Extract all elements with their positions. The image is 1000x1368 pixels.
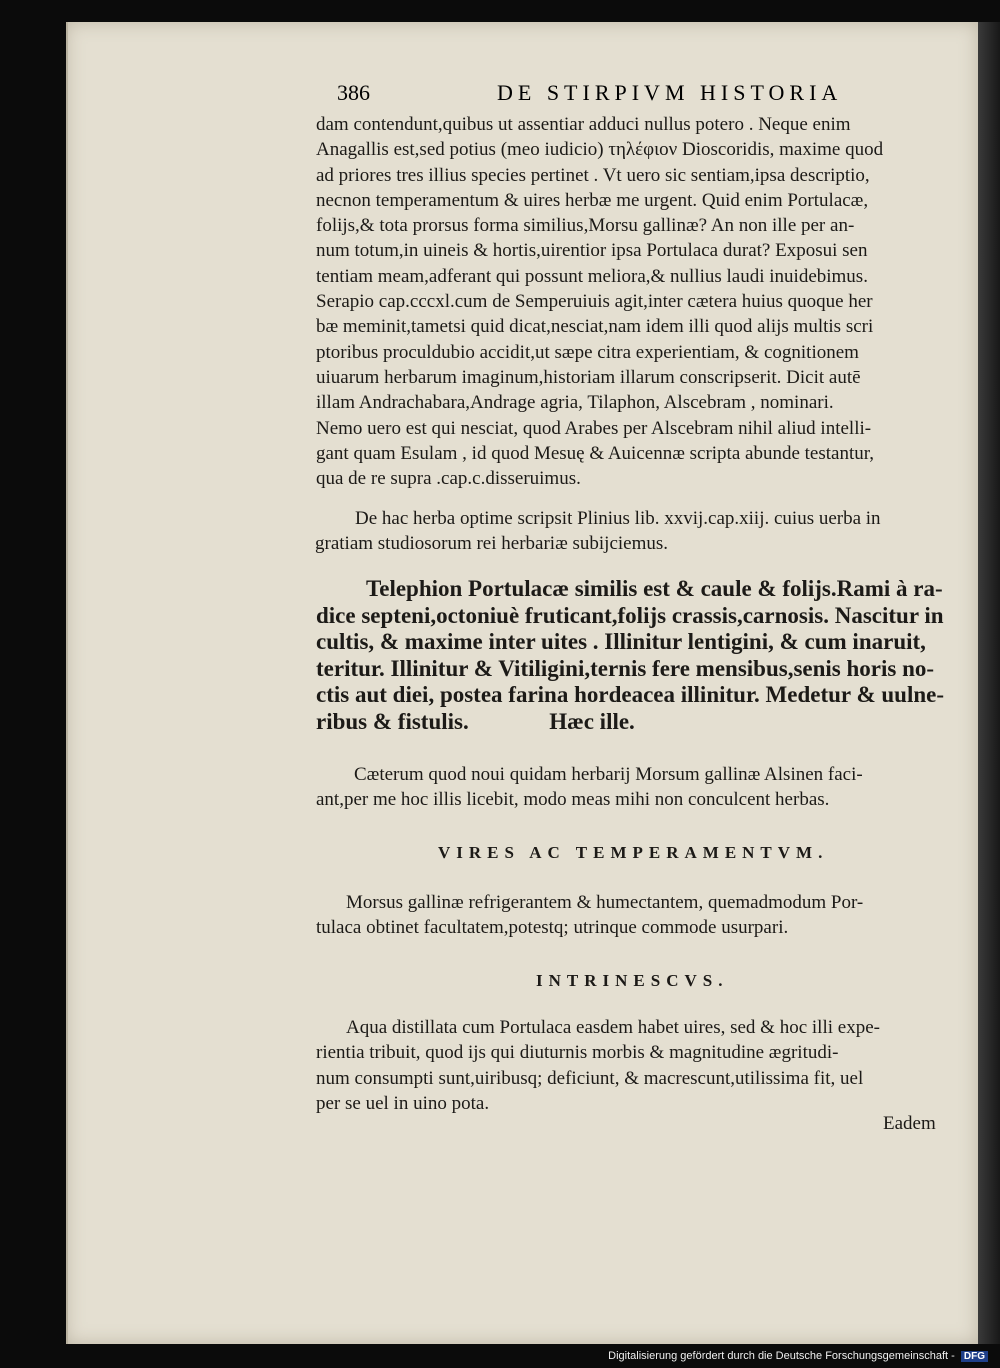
text-line: De hac herba optime scripsit Plinius lib. xxvij.cap.xiij. cuius uerba in	[355, 508, 881, 529]
text-line: bæ meminit,tametsi quid dicat,nesciat,nam idem illi quod alijs multis scri	[316, 316, 874, 338]
paragraph-3-quotation	[316, 576, 944, 735]
text-line: Morsus gallinæ refrigerantem & humectantem, quemadmodum Por-	[346, 892, 864, 913]
text-line: ant,per me hoc illis licebit, modo meas mihi non conculcent herbas.	[316, 789, 830, 811]
paragraph-2	[315, 506, 881, 557]
digitization-footer	[608, 1350, 988, 1362]
text-line: tulaca obtinet facultatem,potestq; utrinque commode usurpari.	[316, 917, 789, 939]
text-line: ad priores tres illius species pertinet . Vt uero sic sentiam,ipsa descriptio,	[316, 164, 870, 186]
text-line: necnon temperamentum & uires herbæ me urgent. Quid enim Portulacæ,	[316, 189, 869, 211]
text-line: per se uel in uino pota.	[316, 1092, 490, 1114]
text-line: Aqua distillata cum Portulaca easdem habet uires, sed & hoc illi expe-	[346, 1017, 880, 1038]
page-number: 386	[337, 80, 370, 105]
page-gutter	[66, 22, 68, 1344]
text-line: gant quam Esulam , id quod Mesuę & Auicennæ scripta abunde testantur,	[316, 442, 875, 464]
text-line: folijs,& tota prorsus forma similius,Morsu gallinæ? An non ille per an-	[316, 215, 855, 237]
text-line: Serapio cap.cccxl.cum de Semperuiuis agit,inter cætera huius quoque her	[316, 291, 873, 313]
text-line: teritur. Illinitur & Vitiligini,ternis fere mensibus,senis horis no-	[316, 655, 935, 681]
text-line: tentiam meam,adferant qui possunt meliora,& nullius laudi inuidebimus.	[316, 265, 868, 287]
text-line: Anagallis est,sed potius (meo iudicio) τηλέφιον Dioscoridis, maxime quod	[316, 139, 884, 161]
running-title: DE STIRPIVM HISTORIA	[497, 80, 843, 105]
paragraph-5	[316, 890, 863, 941]
paragraph-6	[316, 1015, 880, 1116]
text-line: rientia tribuit, quod ijs qui diuturnis morbis & magnitudine ægritudi-	[316, 1042, 839, 1064]
text-line: gratiam studiosorum rei herbariæ subijciemus.	[315, 533, 669, 555]
text-line: Telephion Portulacæ similis est & caule & folijs.Rami à ra-	[366, 576, 943, 601]
page-edge-shadow	[978, 22, 1000, 1344]
text-line: dam contendunt,quibus ut assentiar adduci nullus potero . Neque enim	[316, 114, 851, 135]
paragraph-1	[316, 112, 883, 491]
catchword: Eadem	[883, 1113, 936, 1134]
footer-text: Digitalisierung gefördert durch die Deutsche Forschungsgemeinschaft -	[608, 1350, 955, 1362]
text-line: ctis aut diei, postea farina hordeacea illinitur. Medetur & uulne-	[316, 682, 945, 707]
dfg-logo: DFG	[961, 1351, 988, 1362]
text-line: illam Andrachabara,Andrage agria, Tilaphon, Alscebram , nominari.	[316, 392, 834, 414]
section-heading-vires: VIRES AC TEMPERAMENTVM.	[438, 843, 829, 862]
text-line: cultis, & maxime inter uites . Illinitur lentigini, & cum inaruit,	[316, 629, 926, 654]
running-head	[337, 80, 857, 104]
text-line: ribus & fistulis. Hæc ille.	[316, 708, 635, 734]
paragraph-4	[316, 762, 863, 813]
text-line: qua de re supra .cap.c.disseruimus.	[316, 468, 581, 490]
text-line: Nemo uero est qui nesciat, quod Arabes per Alscebram nihil aliud intelli-	[316, 417, 872, 439]
text-line: num consumpti sunt,uiribusq; deficiunt, & macrescunt,utilissima fit, uel	[316, 1067, 864, 1089]
text-line: Cæterum quod noui quidam herbarij Morsum gallinæ Alsinen faci-	[354, 764, 863, 785]
text-line: ptoribus proculdubio accidit,ut sæpe citra experientiam, & cognitionem	[316, 341, 859, 363]
text-line: uiuarum herbarum imaginum,historiam illarum conscripserit. Dicit autē	[316, 366, 861, 388]
section-heading-intrinescus: INTRINESCVS.	[536, 971, 729, 990]
text-line: num totum,in uineis & hortis,uirentior ipsa Portulaca durat? Exposui sen	[316, 240, 868, 262]
text-line: dice septeni,octoniuè fruticant,folijs crassis,carnosis. Nascitur in	[316, 602, 944, 628]
